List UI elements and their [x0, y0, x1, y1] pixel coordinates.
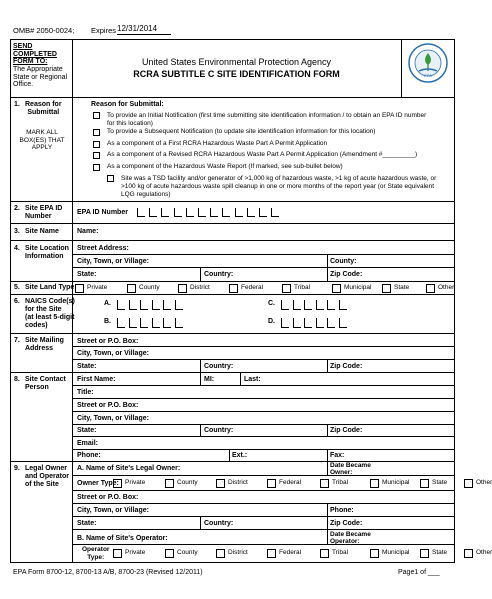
land-type-state-checkbox[interactable]: [382, 284, 391, 293]
naics-digit-box[interactable]: [129, 318, 137, 328]
contact-ext-label[interactable]: Ext.:: [232, 452, 248, 459]
agency-name: United States Environmental Protection Agency: [141, 57, 332, 67]
contact-country-label[interactable]: Country:: [204, 427, 234, 434]
legal-owner-name-label[interactable]: A. Name of Site's Legal Owner:: [77, 465, 181, 472]
section-1-number: 1.: [14, 101, 20, 108]
date-became-owner-label[interactable]: Date Became Owner:: [330, 462, 371, 476]
operator-type-other-checkbox[interactable]: [464, 549, 473, 558]
naics-digit-box[interactable]: [117, 318, 125, 328]
land-type-federal-checkbox[interactable]: [229, 284, 238, 293]
epa-seal-logo: [408, 43, 448, 83]
land-type-district-label: District: [190, 284, 210, 291]
land-type-private-checkbox[interactable]: [75, 284, 84, 293]
date-became-operator-label[interactable]: Date Became Operator:: [330, 531, 371, 545]
contact-last-label[interactable]: Last:: [244, 376, 261, 383]
operator-type-private-label: Private: [125, 549, 146, 556]
mail-city-label[interactable]: City, Town, or Village:: [77, 350, 149, 357]
naics-digit-box[interactable]: [163, 300, 171, 310]
operator-type-municipal-label: Municipal: [382, 549, 410, 556]
naics-a-label: A.: [104, 300, 111, 307]
owner-type-tribal-label: Tribal: [332, 479, 349, 486]
expires-date: 12/31/2014: [117, 25, 171, 35]
naics-digit-box[interactable]: [339, 300, 347, 310]
section-3-number: 3.: [14, 228, 20, 235]
contact-mi-label[interactable]: MI:: [204, 376, 215, 383]
naics-digit-box[interactable]: [175, 318, 183, 328]
owner-type-state-label: State: [432, 479, 448, 486]
naics-digit-box[interactable]: [281, 300, 289, 310]
omb-number: OMB# 2050-0024;: [13, 26, 75, 35]
naics-digit-box[interactable]: [304, 318, 312, 328]
operator-type-district-label: District: [228, 549, 248, 556]
owner-type-other-label: Other: [476, 479, 492, 486]
contact-zip-label[interactable]: Zip Code:: [330, 427, 363, 434]
epa-id-char-box[interactable]: [186, 208, 194, 217]
owner-type-district-checkbox[interactable]: [216, 479, 225, 488]
owner-type-county-label: County: [177, 479, 198, 486]
naics-digit-box[interactable]: [339, 318, 347, 328]
section-1-title: Reason for Submittal: [25, 101, 62, 116]
land-type-municipal-label: Municipal: [344, 284, 372, 291]
contact-city-label[interactable]: City, Town, or Village:: [77, 415, 149, 422]
section-7-number: 7.: [14, 337, 20, 344]
site-county-label[interactable]: County:: [330, 258, 357, 265]
naics-digit-box[interactable]: [140, 318, 148, 328]
naics-digit-box[interactable]: [316, 300, 324, 310]
owner-zip-label[interactable]: Zip Code:: [330, 520, 363, 527]
contact-street-label[interactable]: Street or P.O. Box:: [77, 402, 139, 409]
mail-state-label[interactable]: State:: [77, 363, 97, 370]
section-4-title: Site Location Information: [25, 245, 69, 260]
naics-digit-box[interactable]: [293, 318, 301, 328]
reason-initial-label: To provide an Initial Notification (first time submitting site identification information / to obtain an EPA ID number for this location): [107, 112, 427, 127]
reason-hw-report-checkbox[interactable]: [93, 164, 100, 171]
operator-type-private-checkbox[interactable]: [113, 549, 122, 558]
svg-text:EPA: EPA: [424, 73, 432, 78]
section-9-title: Legal Owner and Operator of the Site: [25, 465, 69, 488]
naics-digit-box[interactable]: [117, 300, 125, 310]
site-city-label[interactable]: City, Town, or Village:: [77, 258, 149, 265]
owner-type-label: Owner Type:: [77, 480, 119, 487]
naics-digit-box[interactable]: [304, 300, 312, 310]
land-type-district-checkbox[interactable]: [178, 284, 187, 293]
land-type-federal-label: Federal: [241, 284, 264, 291]
naics-digit-box[interactable]: [163, 318, 171, 328]
epa-id-char-box[interactable]: [259, 208, 267, 217]
naics-d-label: D.: [268, 318, 275, 325]
reason-initial-checkbox[interactable]: [93, 112, 100, 119]
epa-id-char-box[interactable]: [222, 208, 230, 217]
section-7-title: Site Mailing Address: [25, 337, 64, 352]
owner-type-federal-label: Federal: [279, 479, 302, 486]
epa-id-char-box[interactable]: [247, 208, 255, 217]
naics-digit-box[interactable]: [316, 318, 324, 328]
owner-type-private-checkbox[interactable]: [113, 479, 122, 488]
epa-id-char-box[interactable]: [198, 208, 206, 217]
owner-street-label[interactable]: Street or P.O. Box:: [77, 494, 139, 501]
contact-email-label[interactable]: Email:: [77, 440, 99, 447]
owner-type-other-checkbox[interactable]: [464, 479, 473, 488]
land-type-private-label: Private: [87, 284, 108, 291]
owner-type-federal-checkbox[interactable]: [267, 479, 276, 488]
section-6-number: 6.: [14, 298, 20, 305]
section-2-number: 2.: [14, 205, 20, 212]
operator-type-county-label: County: [177, 549, 198, 556]
epa-id-char-box[interactable]: [210, 208, 218, 217]
site-zip-label[interactable]: Zip Code:: [330, 271, 363, 278]
naics-digit-box[interactable]: [293, 300, 301, 310]
epa-id-label: EPA ID Number: [77, 209, 128, 216]
operator-type-tribal-checkbox[interactable]: [320, 549, 329, 558]
form-number: EPA Form 8700-12, 8700-13 A/B, 8700-23 (Revised 12/2011): [13, 569, 203, 576]
reason-first-partA-checkbox[interactable]: [93, 141, 100, 148]
owner-state-label[interactable]: State:: [77, 520, 97, 527]
epa-id-char-box[interactable]: [271, 208, 279, 217]
section-5-title: Site Land Type: [25, 284, 75, 291]
epa-id-char-box[interactable]: [149, 208, 157, 217]
land-type-state-label: State: [394, 284, 410, 291]
naics-digit-box[interactable]: [152, 318, 160, 328]
mark-all-note: MARK ALL BOX(ES) THAT APPLY: [19, 129, 65, 151]
mail-street-label[interactable]: Street or P.O. Box:: [77, 338, 139, 345]
operator-type-label: Operator Type:: [82, 546, 110, 561]
operator-type-state-label: State: [432, 549, 448, 556]
owner-type-private-label: Private: [125, 479, 146, 486]
section-5-number: 5.: [14, 284, 20, 291]
operator-type-federal-checkbox[interactable]: [267, 549, 276, 558]
operator-type-district-checkbox[interactable]: [216, 549, 225, 558]
epa-id-char-box[interactable]: [174, 208, 182, 217]
section-9-number: 9.: [14, 465, 20, 472]
naics-digit-box[interactable]: [327, 300, 335, 310]
tsd-lqg-checkbox[interactable]: [107, 175, 114, 182]
naics-digit-box[interactable]: [281, 318, 289, 328]
operator-type-tribal-label: Tribal: [332, 549, 349, 556]
section-2-title: Site EPA ID Number: [25, 205, 63, 220]
naics-digit-box[interactable]: [175, 300, 183, 310]
naics-digit-box[interactable]: [129, 300, 137, 310]
section-8-title: Site Contact Person: [25, 376, 66, 391]
owner-type-municipal-label: Municipal: [382, 479, 410, 486]
send-to-heading: SEND COMPLETED FORM TO:: [13, 43, 57, 65]
reason-hw-report-label: As a component of the Hazardous Waste Report (If marked, see sub-bullet below): [107, 163, 343, 170]
reason-revised-partA-checkbox[interactable]: [93, 152, 100, 159]
land-type-other-checkbox[interactable]: [426, 284, 435, 293]
owner-type-district-label: District: [228, 479, 248, 486]
owner-type-tribal-checkbox[interactable]: [320, 479, 329, 488]
naics-digit-box[interactable]: [152, 300, 160, 310]
page-number: Page1 of ___: [398, 569, 440, 576]
epa-id-char-box[interactable]: [161, 208, 169, 217]
naics-digit-box[interactable]: [140, 300, 148, 310]
operator-type-county-checkbox[interactable]: [165, 549, 174, 558]
operator-type-municipal-checkbox[interactable]: [370, 549, 379, 558]
section-6-title: NAICS Code(s) for the Site (at least 5-digit codes): [25, 298, 75, 329]
send-to-office: The Appropriate State or Regional Office.: [13, 66, 68, 88]
epa-id-char-box[interactable]: [235, 208, 243, 217]
land-type-municipal-checkbox[interactable]: [332, 284, 341, 293]
reason-subsequent-checkbox[interactable]: [93, 129, 100, 136]
land-type-other-label: Other: [438, 284, 455, 291]
epa-id-char-box[interactable]: [137, 208, 145, 217]
land-type-county-label: County: [139, 284, 160, 291]
form-title: RCRA SUBTITLE C SITE IDENTIFICATION FORM: [133, 69, 340, 79]
operator-type-federal-label: Federal: [279, 549, 302, 556]
contact-phone-label[interactable]: Phone:: [77, 452, 101, 459]
section-8-number: 8.: [14, 376, 20, 383]
land-type-tribal-label: Tribal: [294, 284, 311, 291]
contact-state-label[interactable]: State:: [77, 427, 97, 434]
owner-type-state-checkbox[interactable]: [420, 479, 429, 488]
site-street-label[interactable]: Street Address:: [77, 245, 129, 252]
site-country-label[interactable]: Country:: [204, 271, 234, 278]
reason-revised-partA-label: As a component of a Revised RCRA Hazardous Waste Part A Permit Application (Amendment #_________): [107, 151, 418, 158]
owner-type-county-checkbox[interactable]: [165, 479, 174, 488]
contact-title-label[interactable]: Title:: [77, 389, 94, 396]
owner-city-label[interactable]: City, Town, or Village:: [77, 507, 149, 514]
reason-subsequent-label: To provide a Subsequent Notification (to update site identification information for this location): [107, 128, 376, 135]
site-state-label[interactable]: State:: [77, 271, 97, 278]
operator-type-state-checkbox[interactable]: [420, 549, 429, 558]
operator-type-other-label: Other: [476, 549, 492, 556]
contact-first-label[interactable]: First Name:: [77, 376, 116, 383]
mail-country-label[interactable]: Country:: [204, 363, 234, 370]
section-3-title: Site Name: [25, 228, 59, 235]
operator-name-label[interactable]: B. Name of Site's Operator:: [77, 535, 168, 542]
naics-digit-box[interactable]: [327, 318, 335, 328]
owner-phone-label[interactable]: Phone:: [330, 507, 354, 514]
reason-first-partA-label: As a component of a First RCRA Hazardous Waste Part A Permit Application: [107, 140, 328, 147]
land-type-county-checkbox[interactable]: [127, 284, 136, 293]
contact-fax-label[interactable]: Fax:: [330, 452, 345, 459]
site-name-label[interactable]: Name:: [77, 228, 99, 235]
owner-type-municipal-checkbox[interactable]: [370, 479, 379, 488]
land-type-tribal-checkbox[interactable]: [282, 284, 291, 293]
tsd-lqg-label: Site was a TSD facility and/or generator of >1,000 kg of hazardous waste, >1 kg of acute hazardous waste, or >100 kg of acute hazardous waste spill cleanup in one or more months of the report year (or State equivalent LQG regulations): [121, 175, 437, 198]
owner-country-label[interactable]: Country:: [204, 520, 234, 527]
mail-zip-label[interactable]: Zip Code:: [330, 363, 363, 370]
section-4-number: 4.: [14, 245, 20, 252]
expires-label: Expires: [91, 26, 117, 35]
naics-c-label: C.: [268, 300, 275, 307]
reason-heading: Reason for Submittal:: [91, 101, 164, 108]
naics-b-label: B.: [104, 318, 111, 325]
